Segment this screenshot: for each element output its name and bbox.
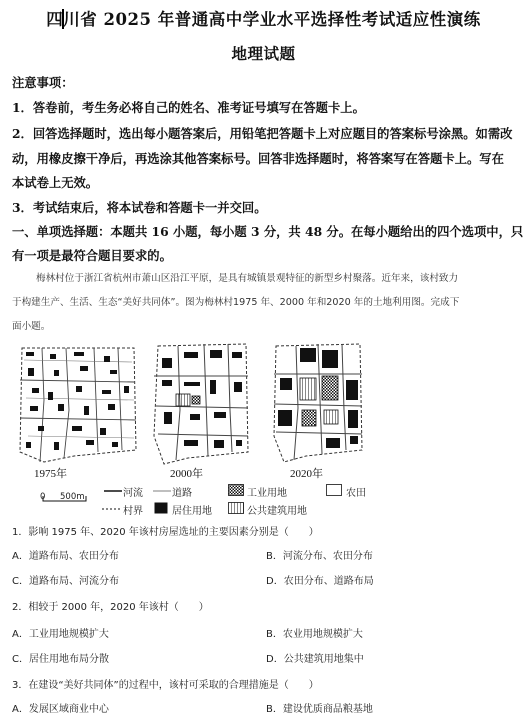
industrial-legend-symbol xyxy=(228,484,244,496)
land-use-map-2020 xyxy=(266,340,366,466)
farmland-legend-symbol xyxy=(326,484,342,496)
public-building-legend-symbol xyxy=(228,502,244,514)
question-option: B．建设优质商品粮基地 xyxy=(266,704,373,715)
notice-line: 3．考试结束后，将本试卷和答题卡一并交回。 xyxy=(12,200,267,215)
question-option: A．道路布局、农田分布 xyxy=(12,551,119,562)
land-use-map-1975 xyxy=(14,340,138,466)
road-legend-symbol xyxy=(153,487,171,495)
map-year-label: 2020年 xyxy=(290,468,323,480)
section-heading: 有一项是最符合题目要求的。 xyxy=(12,248,172,263)
exam-subtitle: 地理试题 xyxy=(231,44,296,63)
land-use-map-2000 xyxy=(148,340,252,466)
notice-line: 动，用橡皮擦干净后，再选涂其他答案标号。回答非选择题时，将答案写在答题卡上。写在 xyxy=(12,151,504,166)
public-building-legend-label: 公共建筑用地 xyxy=(247,506,307,517)
question-stem: 3．在建设“美好共同体”的过程中，该村可采取的合理措施是（ ） xyxy=(12,680,319,691)
question-option: A．发展区域商业中心 xyxy=(12,704,109,715)
question-option: B．河流分布、农田分布 xyxy=(266,551,373,562)
river-legend-symbol xyxy=(104,487,122,495)
question-option: A．工业用地规模扩大 xyxy=(12,629,109,640)
map-year-label: 1975年 xyxy=(34,468,67,480)
question-option: B．农业用地规模扩大 xyxy=(266,629,363,640)
scale-distance-label: 500m xyxy=(60,492,85,502)
river-legend-label: 河流 xyxy=(123,488,143,499)
industrial-legend-label: 工业用地 xyxy=(247,488,287,499)
question-stem: 1．影响 1975 年、2020 年该村房屋选址的主要因素分别是（ ） xyxy=(12,527,319,538)
scale-zero-label: 0 xyxy=(40,492,46,502)
village-boundary-legend-symbol xyxy=(102,505,122,513)
question-option: C．道路布局、河流分布 xyxy=(12,576,119,587)
passage-line: 于构建生产、生活、生态“美好共同体”。图为梅林村1975 年、2000 年和2020 年的土地利用图。完成下 xyxy=(12,297,460,308)
notice-line: 本试卷上无效。 xyxy=(12,175,99,190)
passage-line: 面小题。 xyxy=(12,321,51,332)
section-heading: 一、单项选择题：本题共 16 小题，每小题 3 分，共 48 分。在每小题给出的四个选项中，只 xyxy=(12,224,524,239)
notice-line: 2．回答选择题时，选出每小题答案后，用铅笔把答题卡上对应题目的答案标号涂黑。如需改 xyxy=(12,126,513,141)
notice-heading: 注意事项： xyxy=(12,75,74,90)
residential-legend-symbol xyxy=(154,502,168,514)
passage-line: 梅林村位于浙江省杭州市萧山区沿江平原，是具有城镇景观特征的新型乡村聚落。近年来，该村致力 xyxy=(36,273,459,284)
exam-title: 四川省 2025 年普通高中学业水平选择性考试适应性演练 xyxy=(46,10,481,29)
question-option: D．农田分布、道路布局 xyxy=(266,576,374,587)
farmland-legend-label: 农田 xyxy=(346,488,366,499)
road-legend-label: 道路 xyxy=(172,488,192,499)
map-year-label: 2000年 xyxy=(170,468,203,480)
village-boundary-legend-label: 村界 xyxy=(123,506,143,517)
question-option: D．公共建筑用地集中 xyxy=(266,654,364,665)
residential-legend-label: 居住用地 xyxy=(172,506,212,517)
notice-line: 1．答卷前，考生务必将自己的姓名、准考证号填写在答题卡上。 xyxy=(12,100,365,115)
question-option: C．居住用地布局分散 xyxy=(12,654,109,665)
question-stem: 2．相较于 2000 年，2020 年该村（ ） xyxy=(12,602,209,613)
